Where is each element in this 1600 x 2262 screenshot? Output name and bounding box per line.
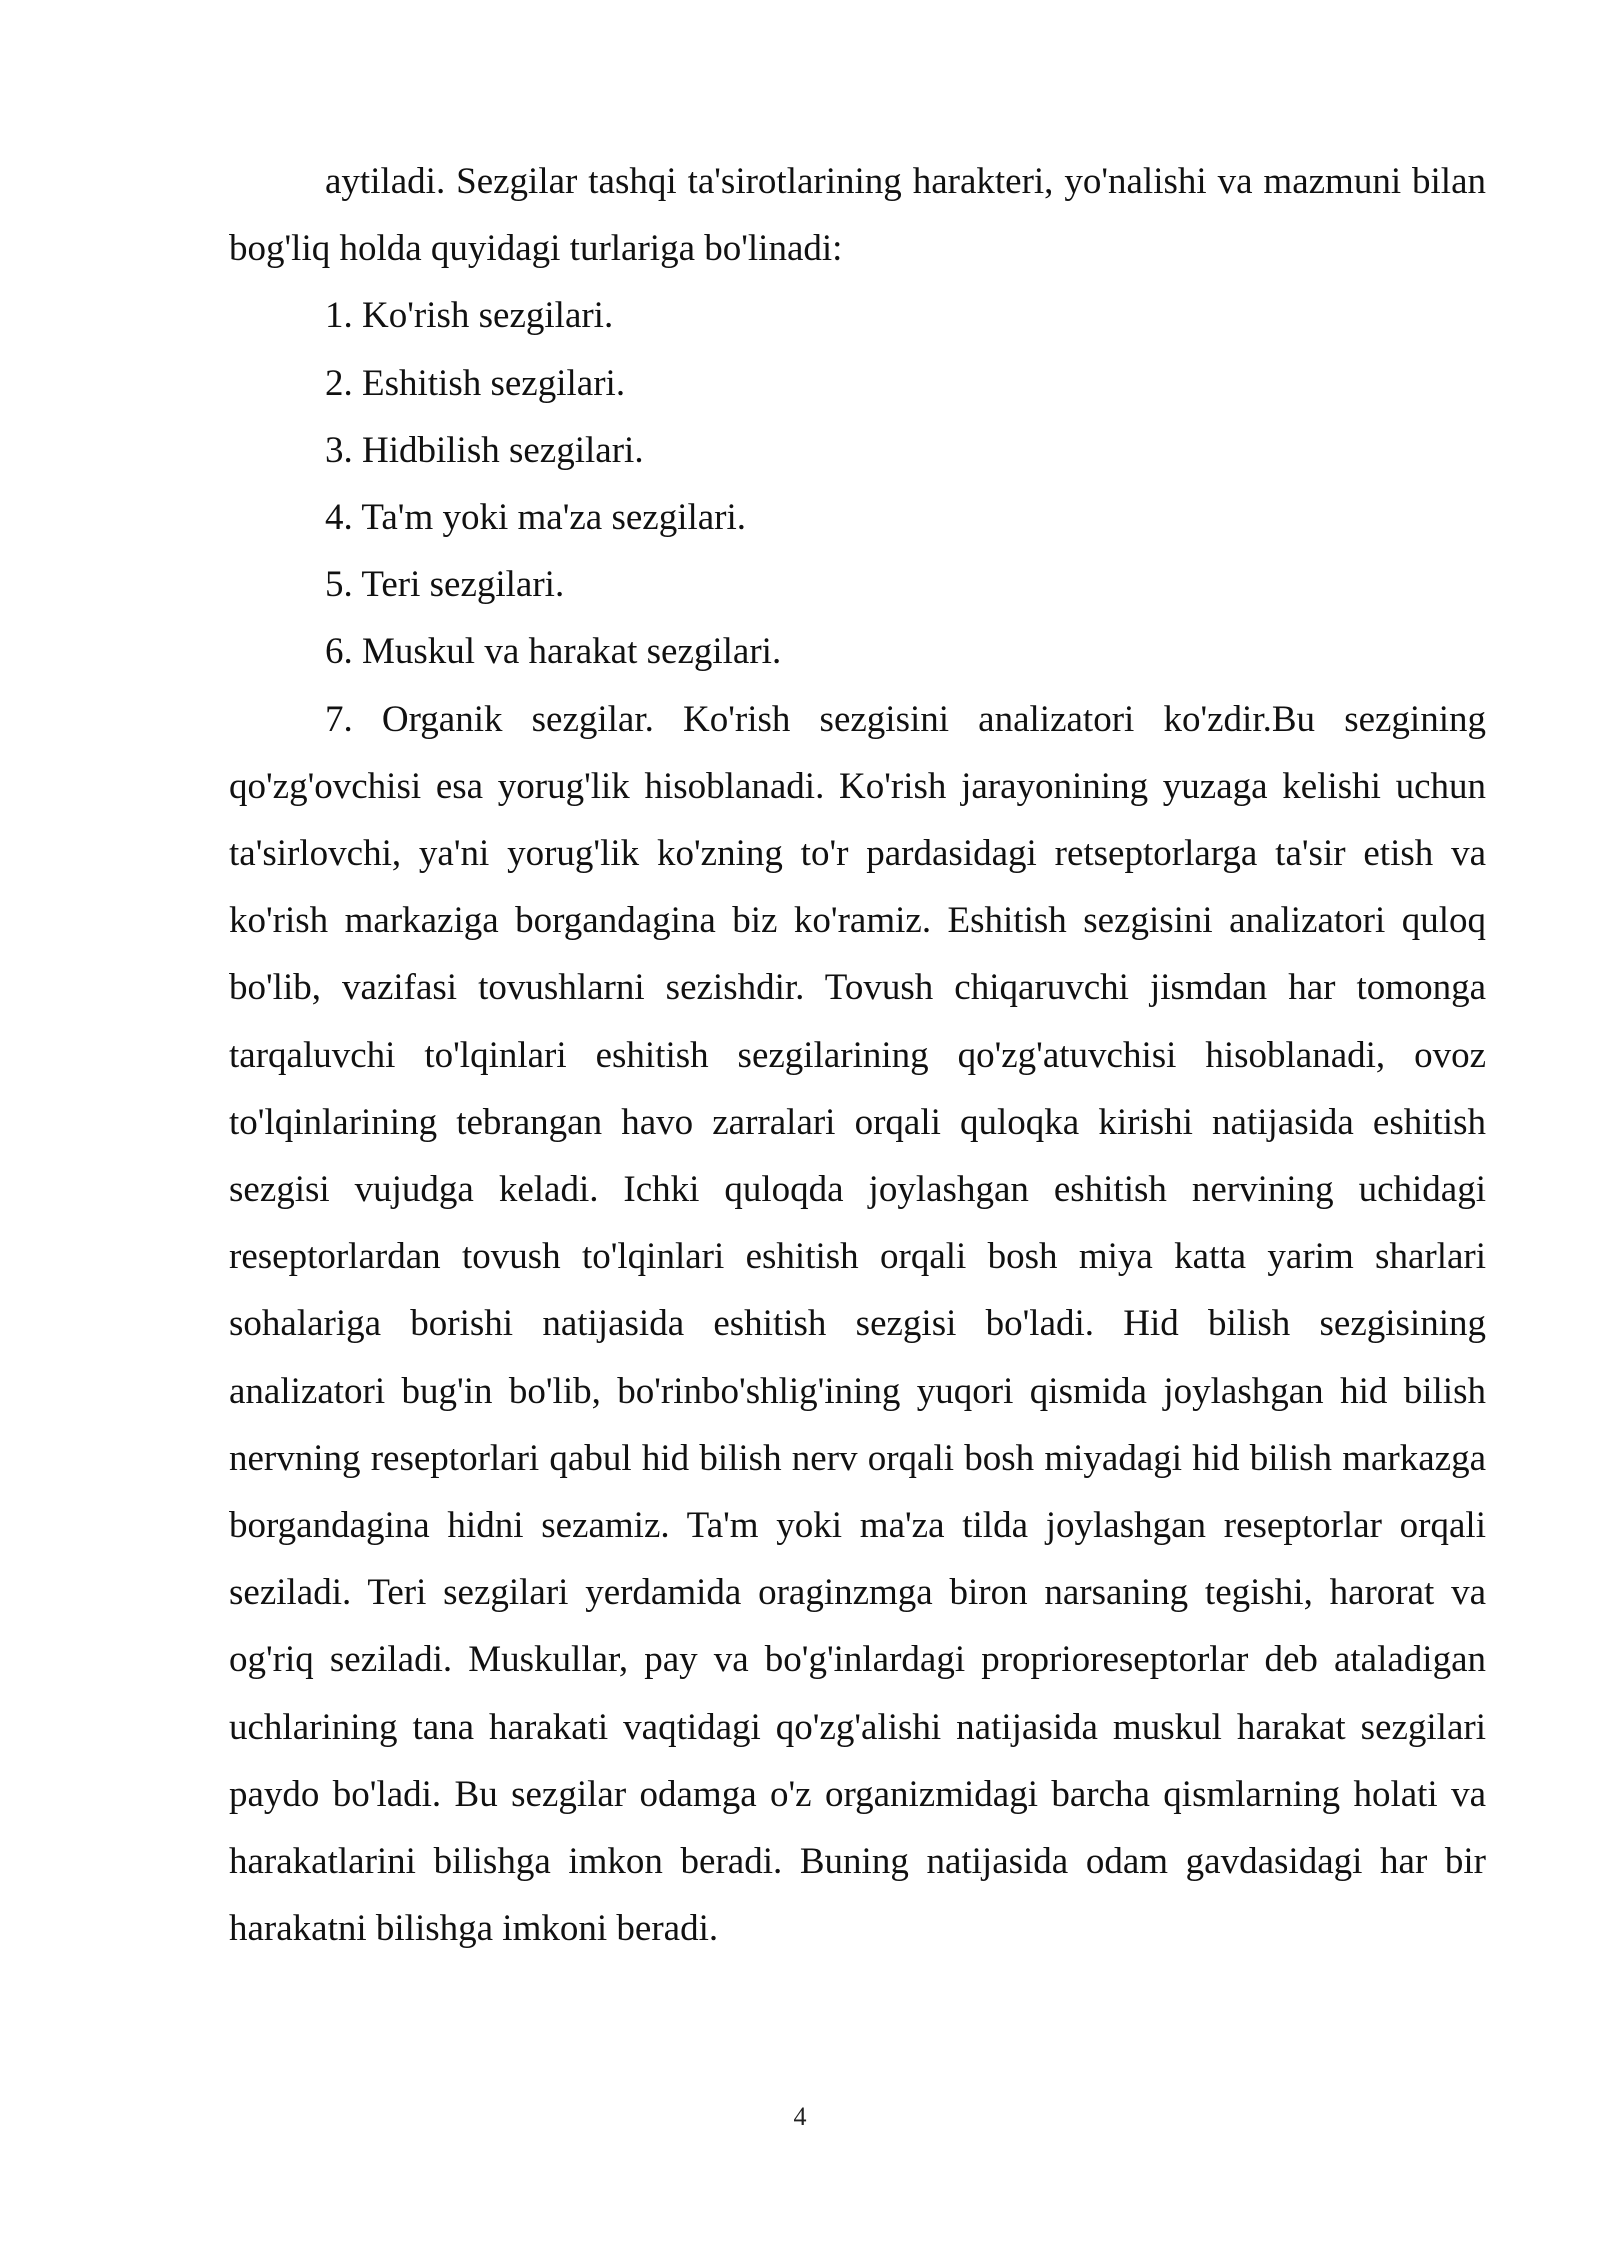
list-item-2: 2. Eshitish sezgilari. <box>325 362 626 404</box>
list-item-3: 3. Hidbilish sezgilari. <box>325 429 644 471</box>
intro-paragraph: aytiladi. Sezgilar tashqi ta'sirotlarining harakteri, yo'nalishi va mazmuni bilan bog'liq holda quyidagi turlariga bo'linadi: <box>229 161 1486 270</box>
main-paragraph: 7. Organik sezgilar. Ko'rish sezgisini analizatori ko'zdir.Bu sezgining qo'zg'ovchisi esa yorug'lik hisoblanadi. Ko'rish jarayonining yuzaga kelishi uchun ta'sirlovchi, ya'ni yorug'lik ko'zning to'r pardasidagi retseptorlarga ta'sir etish va ko'rish markaziga borgandagina biz ko'ramiz. Eshitish sezgisini analizatori quloq bo'lib, vazifasi tovushlarni sezishdir. Tovush chiqaruvchi jismdan har tomonga tarqaluvchi to'lqinlari eshitish sezgilarining qo'zg'atuvchisi hisoblanadi, ovoz to'lqinlarining tebrangan havo zarralari orqali quloqka kirishi natijasida eshitish sezgisi vujudga keladi. Ichki quloqda joylashgan eshitish nervining uchidagi reseptorlardan tovush to'lqinlari eshitish orqali bosh miya katta yarim sharlari sohalariga borishi natijasida eshitish sezgisi bo'ladi. Hid bilish sezgisining analizatori bug'in bo'lib, bo'rinbo'shlig'ining yuqori qismida joylashgan hid bilish nervning reseptorlari qabul hid bilish nerv orqali bosh miyadagi hid bilish markazga borgandagina hidni sezamiz. Ta'm yoki ma'za tilda joylashgan reseptorlar orqali seziladi. Teri sezgilari yerdamida oraginzmga biron narsaning tegishi, harorat va og'riq seziladi. Muskullar, pay va bo'g'inlardagi proprioreseptorlar deb ataladigan uchlarining tana harakati vaqtidagi qo'zg'alishi natijasida muskul harakat sezgilari paydo bo'ladi. Bu sezgilar odamga o'z organizmidagi barcha qismlarning holati va harakatlarini bilishga imkon beradi. Buning natijasida odam gavdasidagi har bir harakatni bilishga imkoni beradi. <box>229 698 1486 1950</box>
list-item-5: 5. Teri sezgilari. <box>325 564 565 606</box>
list-item-1: 1. Ko'rish sezgilari. <box>325 295 614 337</box>
list-item-6: 6. Muskul va harakat sezgilari. <box>325 631 782 673</box>
document-body <box>229 148 1486 1962</box>
page-number: 4 <box>793 2102 807 2131</box>
list-item-4: 4. Ta'm yoki ma'za sezgilari. <box>325 497 747 539</box>
